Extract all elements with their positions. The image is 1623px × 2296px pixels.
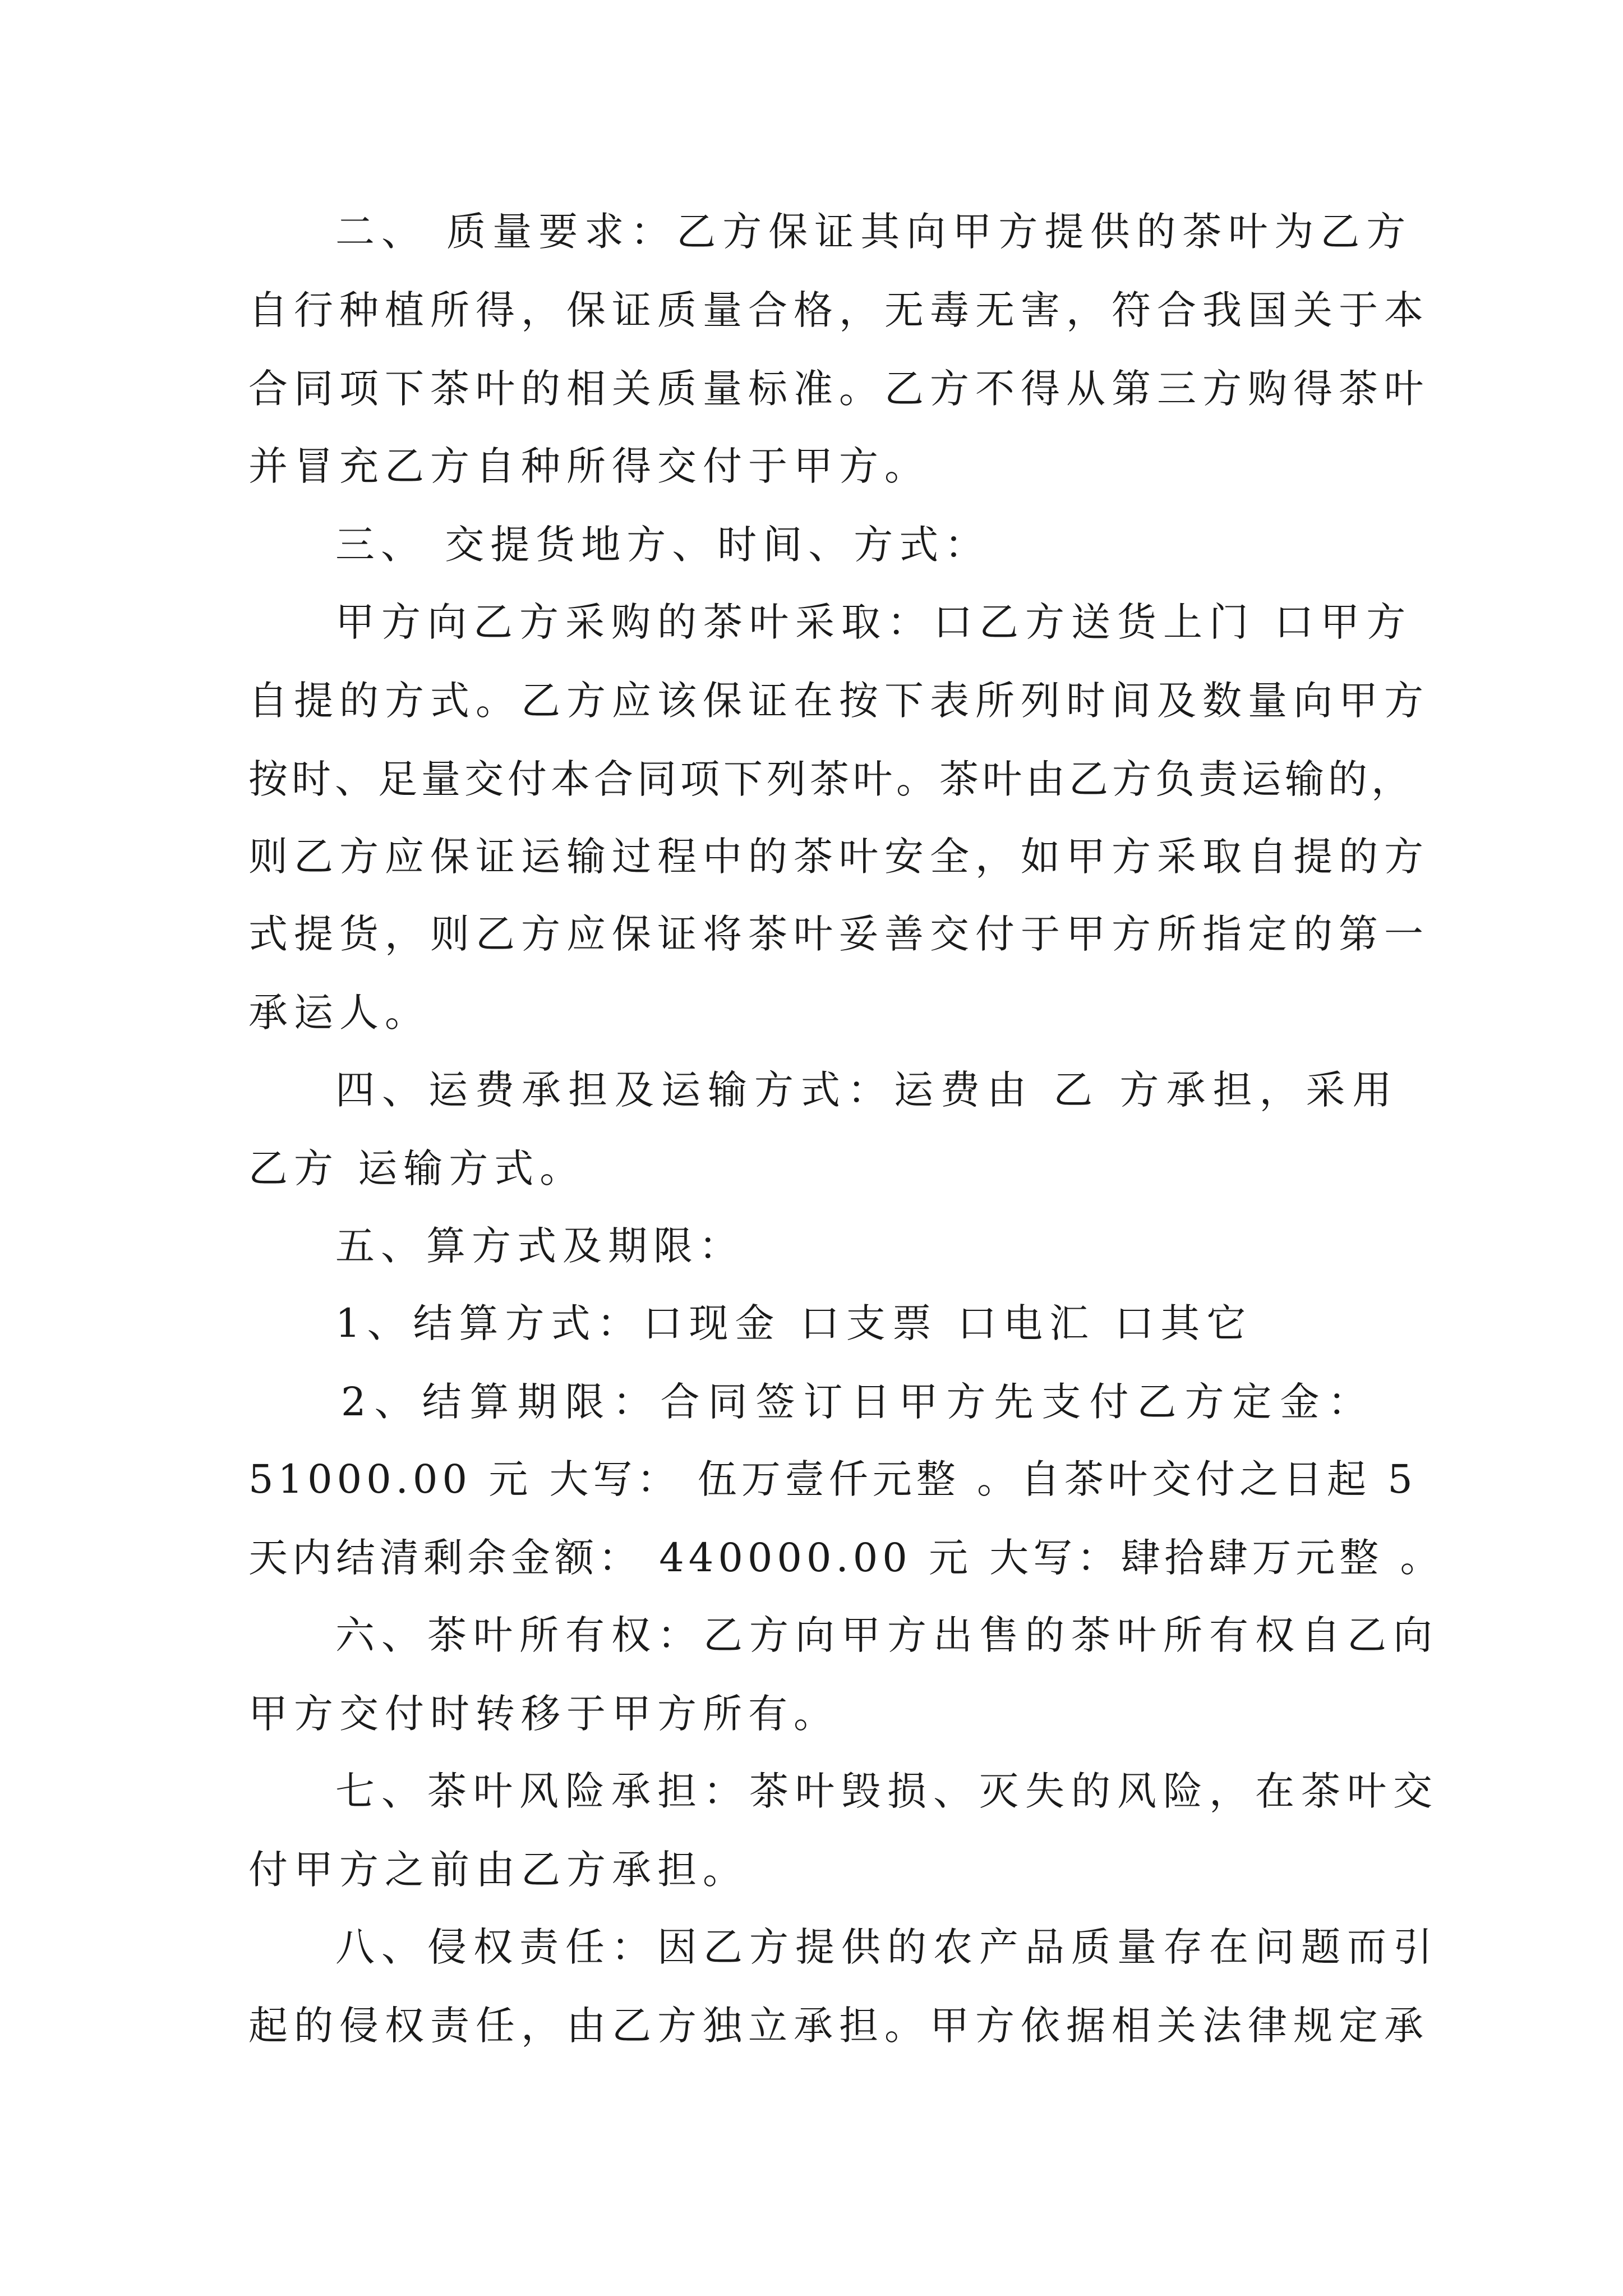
section-3-line-5: 式提货，则乙方应保证将茶叶妥善交付于甲方所指定的第一 (248, 911, 1430, 957)
section-3-line-2: 自提的方式。乙方应该保证在按下表所列时间及数量向甲方 (248, 678, 1430, 724)
section-2-line-2: 自行种植所得，保证质量合格，无毒无害，符合我国关于本 (248, 287, 1430, 333)
section-2-line-1: 二、 质量要求：乙方保证其向甲方提供的茶叶为乙方 (335, 209, 1413, 255)
section-5-item-1: 1、结算方式：口现金 口支票 口电汇 口其它 (335, 1300, 1253, 1346)
section-3-line-3: 按时、足量交付本合同项下列茶叶。茶叶由乙方负责运输的， (248, 756, 1414, 802)
section-2-line-3: 合同项下茶叶的相关质量标准。乙方不得从第三方购得茶叶 (248, 366, 1430, 412)
section-7-line-2: 付甲方之前由乙方承担。 (248, 1847, 748, 1893)
section-4-line-2: 乙方 运输方式。 (248, 1145, 585, 1191)
section-6-line-1: 六、茶叶所有权：乙方向甲方出售的茶叶所有权自乙向 (335, 1612, 1439, 1658)
section-3-line-4: 则乙方应保证运输过程中的茶叶安全，如甲方采取自提的方 (248, 834, 1430, 880)
section-2-line-4: 并冒充乙方自种所得交付于甲方。 (248, 443, 930, 489)
section-5-item-2-line-2: 51000.00 元 大写： 伍万壹仟元整 。自茶叶交付之日起 5 (248, 1456, 1417, 1502)
section-7-line-1: 七、茶叶风险承担：茶叶毁损、灭失的风险，在茶叶交 (335, 1768, 1439, 1814)
section-5-item-2-line-3: 天内结清剩余金额： 440000.00 元 大写：肆拾肆万元整 。 (248, 1535, 1444, 1581)
section-4-line-1: 四、运费承担及运输方式：运费由 乙 方承担，采用 (335, 1067, 1399, 1113)
section-5-item-2-line-1: 2、结算期限：合同签订日甲方先支付乙方定金： (341, 1379, 1376, 1425)
section-8-line-1: 八、侵权责任：因乙方提供的农产品质量存在问题而引 (335, 1924, 1439, 1970)
section-3-line-1: 甲方向乙方采购的茶叶采取：口乙方送货上门 口甲方 (335, 599, 1413, 645)
section-3-heading: 三、 交提货地方、时间、方式： (335, 522, 990, 568)
section-6-line-2: 甲方交付时转移于甲方所有。 (248, 1691, 839, 1737)
section-8-line-2: 起的侵权责任，由乙方独立承担。甲方依据相关法律规定承 (248, 2003, 1430, 2049)
section-5-heading: 五、算方式及期限： (335, 1223, 744, 1269)
section-3-line-6: 承运人。 (248, 990, 430, 1036)
